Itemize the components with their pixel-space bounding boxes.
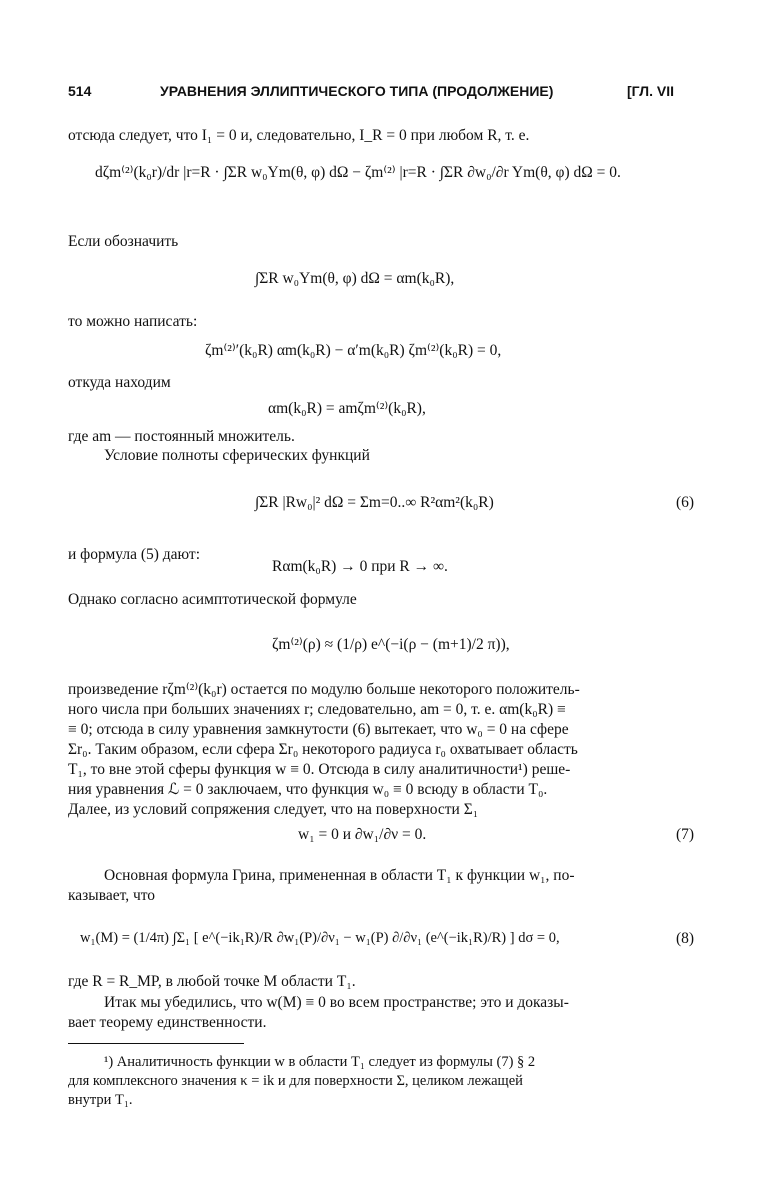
- paragraph-1: отсюда следует, что I₁ = 0 и, следовательно, I_R = 0 при любом R, т. е.: [68, 127, 530, 144]
- paragraph-8: Однако согласно асимптотической формуле: [68, 591, 357, 608]
- equation-limit: Rαm(k₀R) → 0 при R → ∞.: [272, 558, 448, 575]
- equation-7-number: (7): [676, 826, 695, 843]
- equation-8-number: (8): [676, 930, 695, 947]
- page-number: 514: [68, 83, 92, 99]
- paragraph-9-line-3: ≡ 0; отсюда в силу уравнения замкнутости (6) вытекает, что w₀ = 0 на сфере: [68, 721, 569, 738]
- equation-7: w₁ = 0 и ∂w₁/∂ν = 0.: [298, 826, 427, 843]
- footnote-rule: [68, 1043, 244, 1044]
- footnote-line-2: для комплексного значения κ = ik и для поверхности Σ, целиком лежащей: [68, 1073, 523, 1089]
- equation-am: αm(k₀R) = amζm⁽²⁾(k₀R),: [268, 400, 426, 417]
- paragraph-9-line-4: Σr₀. Таким образом, если сфера Σr₀ некоторого радиуса r₀ охватывает область: [68, 741, 578, 758]
- paragraph-10-line-1: Основная формула Грина, примененная в области T₁ к функции w₁, по-: [104, 867, 575, 884]
- equation-8: w₁(M) = (1/4π) ∫Σ₁ [ e^(−ik₁R)/R ∂w₁(P)/∂ν₁ − w₁(P) ∂/∂ν₁ (e^(−ik₁R)/R) ] dσ = 0,: [80, 930, 560, 946]
- equation-6-number: (6): [676, 494, 695, 511]
- footnote-line-1: ¹) Аналитичность функции w в области T₁ следует из формулы (7) § 2: [104, 1054, 536, 1070]
- chapter-label: [ГЛ. VII: [627, 83, 674, 99]
- footnote-line-3: внутри T₁.: [68, 1092, 133, 1108]
- paragraph-11: где R = R_MP, в любой точке M области T₁.: [68, 973, 356, 990]
- running-title: УРАВНЕНИЯ ЭЛЛИПТИЧЕСКОГО ТИПА (ПРОДОЛЖЕНИЕ): [160, 83, 554, 99]
- paragraph-3: то можно написать:: [68, 313, 198, 330]
- paragraph-4: откуда находим: [68, 374, 171, 391]
- paragraph-9-line-5: T₁, то вне этой сферы функция w ≡ 0. Отсюда в силу аналитичности¹) реше-: [68, 761, 571, 778]
- paragraph-12-line-1: Итак мы убедились, что w(M) ≡ 0 во всем пространстве; это и доказы-: [104, 994, 569, 1011]
- paragraph-9-line-6: ния уравнения ℒ = 0 заключаем, что функция w₀ ≡ 0 всюду в области T₀.: [68, 781, 548, 798]
- paragraph-12-line-2: вает теорему единственности.: [68, 1014, 267, 1031]
- paragraph-9-line-7: Далее, из условий сопряжения следует, что на поверхности Σ₁: [68, 801, 479, 818]
- paragraph-9-line-1: произведение rζm⁽²⁾(k₀r) остается по модулю больше некоторого положитель-: [68, 681, 580, 698]
- equation-main: dζm⁽²⁾(k₀r)/dr |r=R · ∫ΣR w₀Ym(θ, φ) dΩ − ζm⁽²⁾ |r=R · ∫ΣR ∂w₀/∂r Ym(θ, φ) dΩ = 0.: [95, 164, 621, 181]
- paragraph-7: и формула (5) дают:: [68, 546, 201, 563]
- equation-alpha-def: ∫ΣR w₀Ym(θ, φ) dΩ = αm(k₀R),: [255, 270, 455, 287]
- paragraph-5: где am — постоянный множитель.: [68, 428, 295, 445]
- paragraph-6: Условие полноты сферических функций: [104, 447, 370, 464]
- paragraph-10-line-2: казывает, что: [68, 887, 156, 904]
- paragraph-9-line-2: ного числа при больших значениях r; следовательно, am = 0, т. е. αm(k₀R) ≡: [68, 701, 566, 718]
- equation-6: ∫ΣR |Rw₀|² dΩ = Σm=0..∞ R²αm²(k₀R): [255, 494, 494, 511]
- equation-wronskian: ζm⁽²⁾′(k₀R) αm(k₀R) − α′m(k₀R) ζm⁽²⁾(k₀R) = 0,: [205, 342, 502, 359]
- paragraph-2: Если обозначить: [68, 233, 179, 250]
- equation-asymptotic: ζm⁽²⁾(ρ) ≈ (1/ρ) e^(−i(ρ − (m+1)/2 π)),: [272, 636, 510, 653]
